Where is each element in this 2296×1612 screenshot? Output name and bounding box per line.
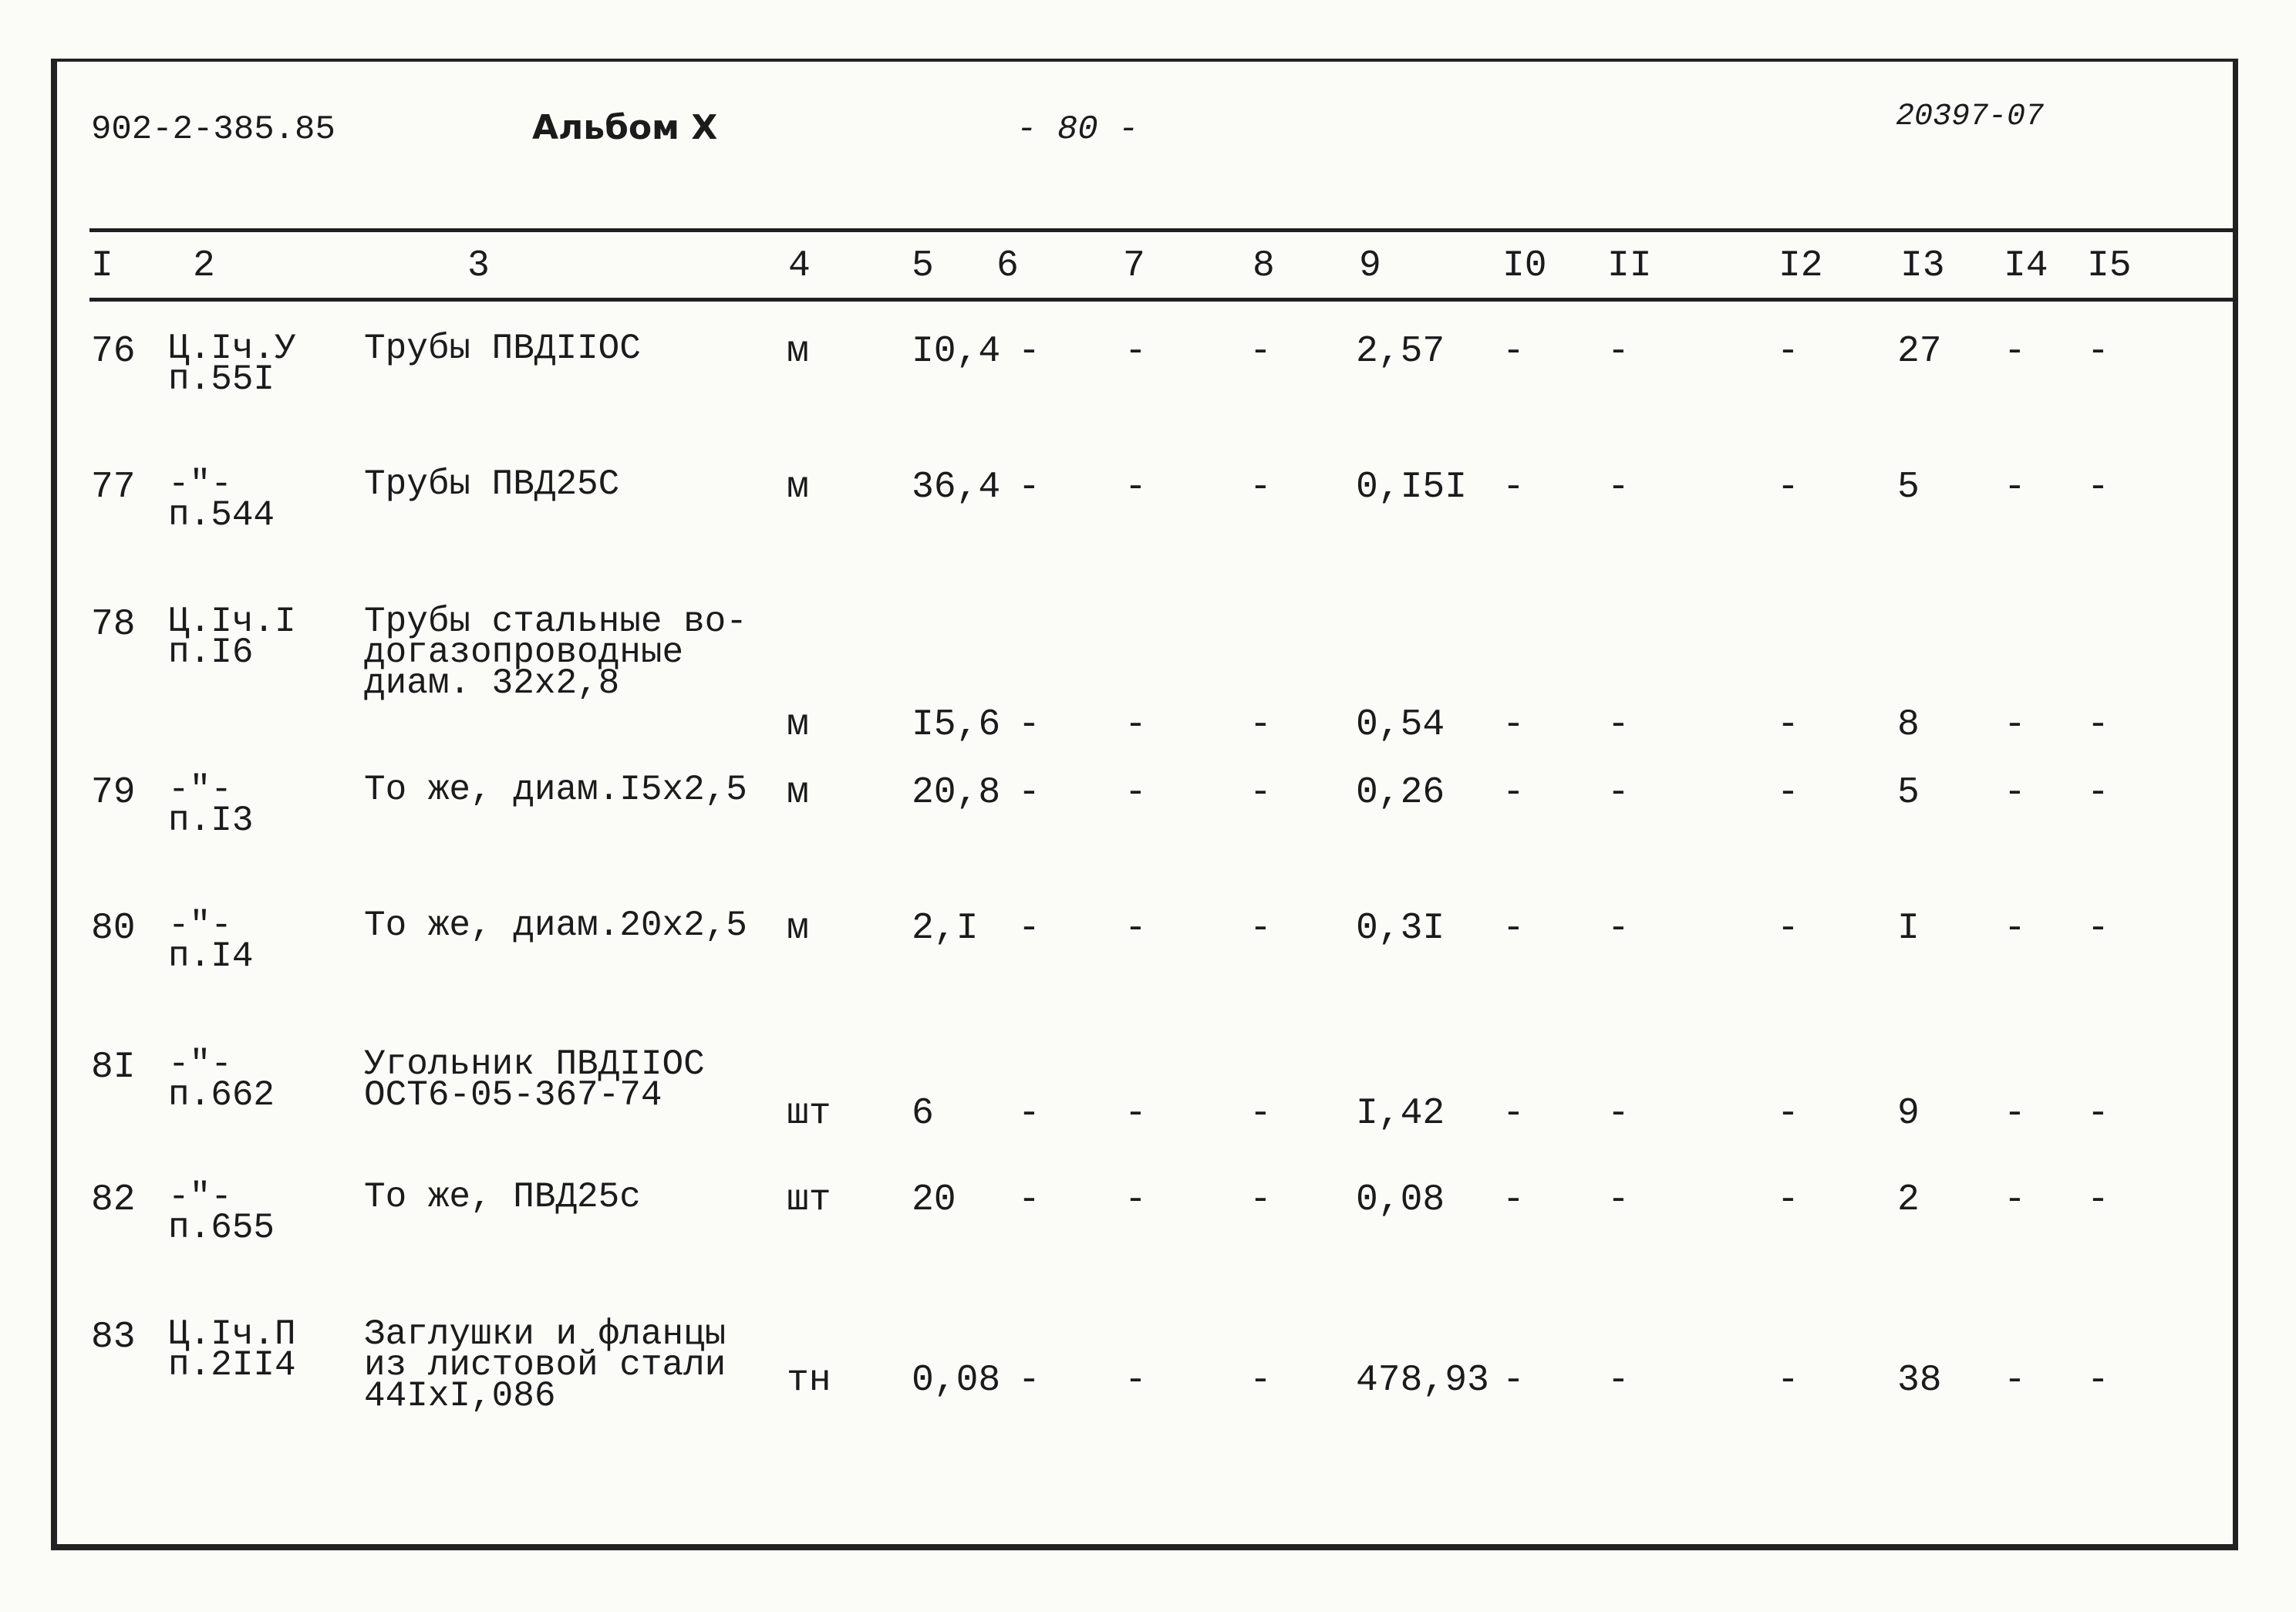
cell-c13: 38 — [1897, 1360, 1942, 1401]
cell-c14: - — [2004, 1179, 2026, 1221]
reference-line: Ц.Iч.У — [168, 329, 296, 369]
row-number: 76 — [91, 331, 136, 373]
row-number: 8I — [91, 1047, 136, 1088]
album-label: Альбом X — [532, 108, 718, 147]
row-unit: м — [787, 704, 809, 746]
cell-c10: - — [1502, 1179, 1525, 1221]
cell-c5: 6 — [912, 1093, 934, 1135]
row-description — [364, 1314, 727, 1416]
row-description — [364, 329, 641, 369]
row-number: 79 — [91, 772, 136, 814]
cell-c14: - — [2004, 467, 2026, 508]
cell-c11: - — [1607, 772, 1630, 814]
row-description — [364, 905, 747, 946]
cell-c9: 0,I5I — [1356, 467, 1468, 508]
cell-c5: 36,4 — [912, 467, 1001, 508]
cell-c8: - — [1249, 467, 1272, 508]
cell-c13: 9 — [1897, 1093, 1920, 1135]
cell-c11: - — [1607, 1093, 1630, 1135]
col-header: I2 — [1778, 245, 1823, 287]
reference-line: Ц.Iч.П — [168, 1314, 296, 1354]
header-top-rule — [89, 228, 2238, 232]
cell-c10: - — [1502, 467, 1525, 508]
description-line: То же, диам.20х2,5 — [364, 905, 747, 946]
row-unit: м — [787, 908, 809, 949]
cell-c5: 20 — [912, 1179, 956, 1221]
reference-line: п.655 — [168, 1208, 275, 1248]
description-line: диам. 32х2,8 — [364, 663, 620, 703]
cell-c12: - — [1777, 1179, 1799, 1221]
cell-c9: 2,57 — [1356, 331, 1445, 373]
cell-c11: - — [1607, 704, 1630, 746]
row-description — [364, 770, 747, 810]
row-description — [364, 602, 747, 703]
cell-c11: - — [1607, 1179, 1630, 1221]
col-header: 7 — [1123, 245, 1145, 287]
cell-c13: 2 — [1897, 1179, 1920, 1221]
reference-line: -"- — [168, 770, 232, 810]
cell-c15: - — [2087, 1179, 2109, 1221]
col-header: I5 — [2087, 245, 2132, 287]
cell-c12: - — [1777, 467, 1799, 508]
col-header: I0 — [1502, 245, 1547, 287]
page-number: - 80 - — [1017, 110, 1139, 149]
cell-c15: - — [2087, 908, 2109, 949]
reference-line: п.2II4 — [168, 1345, 296, 1385]
row-unit: шт — [787, 1179, 831, 1221]
row-number: 82 — [91, 1179, 136, 1221]
cell-c8: - — [1249, 1179, 1272, 1221]
reference-line: п.I6 — [168, 632, 254, 673]
row-number: 83 — [91, 1317, 136, 1358]
cell-c6: - — [1018, 467, 1040, 508]
cell-c15: - — [2087, 772, 2109, 814]
reference-line: п.I3 — [168, 801, 254, 841]
header-bottom-rule — [89, 298, 2238, 302]
cell-c7: - — [1124, 772, 1147, 814]
description-line: Угольник ПВДIIОС — [364, 1044, 705, 1084]
row-unit: м — [787, 772, 809, 814]
cell-c7: - — [1124, 908, 1147, 949]
cell-c5: 20,8 — [912, 772, 1001, 814]
cell-c10: - — [1502, 704, 1525, 746]
description-line: Заглушки и фланцы — [364, 1314, 727, 1354]
description-line: ОСТ6-05-367-74 — [364, 1075, 663, 1115]
col-header: 8 — [1253, 245, 1275, 287]
row-number: 77 — [91, 467, 136, 508]
cell-c9: 0,54 — [1356, 704, 1445, 746]
cell-c13: 5 — [1897, 772, 1920, 814]
row-description — [364, 1177, 641, 1217]
reference-line: -"- — [168, 905, 232, 946]
reference-line: -"- — [168, 1177, 232, 1217]
cell-c13: I — [1897, 908, 1920, 949]
cell-c13: 27 — [1897, 331, 1942, 373]
description-line: То же, диам.I5х2,5 — [364, 770, 747, 810]
cell-c15: - — [2087, 331, 2109, 373]
stamp-number: 20397-07 — [1896, 99, 2045, 134]
cell-c6: - — [1018, 1179, 1040, 1221]
cell-c15: - — [2087, 704, 2109, 746]
cell-c14: - — [2004, 1093, 2026, 1135]
cell-c14: - — [2004, 772, 2026, 814]
cell-c7: - — [1124, 331, 1147, 373]
description-line: То же, ПВД25с — [364, 1177, 641, 1217]
description-line: 44IхI,086 — [364, 1376, 556, 1416]
reference-line: п.I4 — [168, 936, 254, 976]
cell-c8: - — [1249, 704, 1272, 746]
cell-c15: - — [2087, 1360, 2109, 1401]
cell-c10: - — [1502, 772, 1525, 814]
cell-c14: - — [2004, 908, 2026, 949]
row-unit: м — [787, 467, 809, 508]
cell-c6: - — [1018, 331, 1040, 373]
cell-c6: - — [1018, 704, 1040, 746]
cell-c14: - — [2004, 331, 2026, 373]
row-reference — [168, 1177, 275, 1248]
reference-line: п.544 — [168, 495, 275, 535]
row-reference — [168, 602, 296, 673]
col-header: 2 — [193, 245, 215, 287]
cell-c13: 5 — [1897, 467, 1920, 508]
cell-c10: - — [1502, 908, 1525, 949]
cell-c7: - — [1124, 704, 1147, 746]
cell-c12: - — [1777, 1360, 1799, 1401]
cell-c12: - — [1777, 908, 1799, 949]
cell-c6: - — [1018, 1360, 1040, 1401]
cell-c7: - — [1124, 1093, 1147, 1135]
cell-c15: - — [2087, 467, 2109, 508]
cell-c12: - — [1777, 772, 1799, 814]
cell-c12: - — [1777, 1093, 1799, 1135]
cell-c15: - — [2087, 1093, 2109, 1135]
row-unit: тн — [787, 1360, 831, 1401]
cell-c10: - — [1502, 331, 1525, 373]
col-header: I — [91, 245, 113, 287]
cell-c6: - — [1018, 1093, 1040, 1135]
col-header: 9 — [1359, 245, 1381, 287]
row-number: 78 — [91, 604, 136, 646]
cell-c13: 8 — [1897, 704, 1920, 746]
description-line: догазопроводные — [364, 632, 684, 673]
cell-c9: 0,08 — [1356, 1179, 1445, 1221]
reference-line: -"- — [168, 1044, 232, 1084]
col-header: II — [1607, 245, 1652, 287]
cell-c14: - — [2004, 1360, 2026, 1401]
description-line: из листовой стали — [364, 1345, 727, 1385]
cell-c7: - — [1124, 1360, 1147, 1401]
row-reference — [168, 1044, 275, 1115]
cell-c8: - — [1249, 772, 1272, 814]
cell-c5: 2,I — [912, 908, 979, 949]
row-number: 80 — [91, 908, 136, 949]
cell-c9: 0,26 — [1356, 772, 1445, 814]
row-reference — [168, 905, 254, 976]
row-description — [364, 1044, 705, 1115]
cell-c11: - — [1607, 331, 1630, 373]
col-header: 5 — [912, 245, 934, 287]
row-description — [364, 464, 620, 504]
cell-c11: - — [1607, 908, 1630, 949]
cell-c7: - — [1124, 1179, 1147, 1221]
description-line: Трубы стальные во- — [364, 602, 747, 642]
cell-c12: - — [1777, 704, 1799, 746]
description-line: Трубы ПВД25С — [364, 464, 620, 504]
cell-c8: - — [1249, 1093, 1272, 1135]
cell-c14: - — [2004, 704, 2026, 746]
col-header: 3 — [467, 245, 490, 287]
cell-c9: 478,93 — [1356, 1360, 1489, 1401]
col-header: 4 — [788, 245, 811, 287]
cell-c10: - — [1502, 1360, 1525, 1401]
cell-c8: - — [1249, 908, 1272, 949]
col-header: I4 — [2004, 245, 2048, 287]
cell-c6: - — [1018, 908, 1040, 949]
cell-c8: - — [1249, 331, 1272, 373]
row-reference — [168, 329, 296, 400]
cell-c7: - — [1124, 467, 1147, 508]
col-header: 6 — [996, 245, 1019, 287]
cell-c9: 0,3I — [1356, 908, 1445, 949]
cell-c5: 0,08 — [912, 1360, 1001, 1401]
row-reference — [168, 1314, 296, 1385]
cell-c9: I,42 — [1356, 1093, 1445, 1135]
row-unit: шт — [787, 1093, 831, 1135]
row-reference — [168, 770, 254, 841]
cell-c6: - — [1018, 772, 1040, 814]
row-unit: м — [787, 331, 809, 373]
reference-line: п.55I — [168, 359, 275, 400]
reference-line: -"- — [168, 464, 232, 504]
cell-c11: - — [1607, 1360, 1630, 1401]
doc-code: 902-2-385.85 — [91, 110, 335, 149]
cell-c5: I0,4 — [912, 331, 1001, 373]
col-header: I3 — [1900, 245, 1945, 287]
cell-c12: - — [1777, 331, 1799, 373]
cell-c10: - — [1502, 1093, 1525, 1135]
description-line: Трубы ПВДIIОС — [364, 329, 641, 369]
row-reference — [168, 464, 275, 535]
cell-c11: - — [1607, 467, 1630, 508]
reference-line: Ц.Iч.I — [168, 602, 296, 642]
reference-line: п.662 — [168, 1075, 275, 1115]
cell-c5: I5,6 — [912, 704, 1001, 746]
cell-c8: - — [1249, 1360, 1272, 1401]
